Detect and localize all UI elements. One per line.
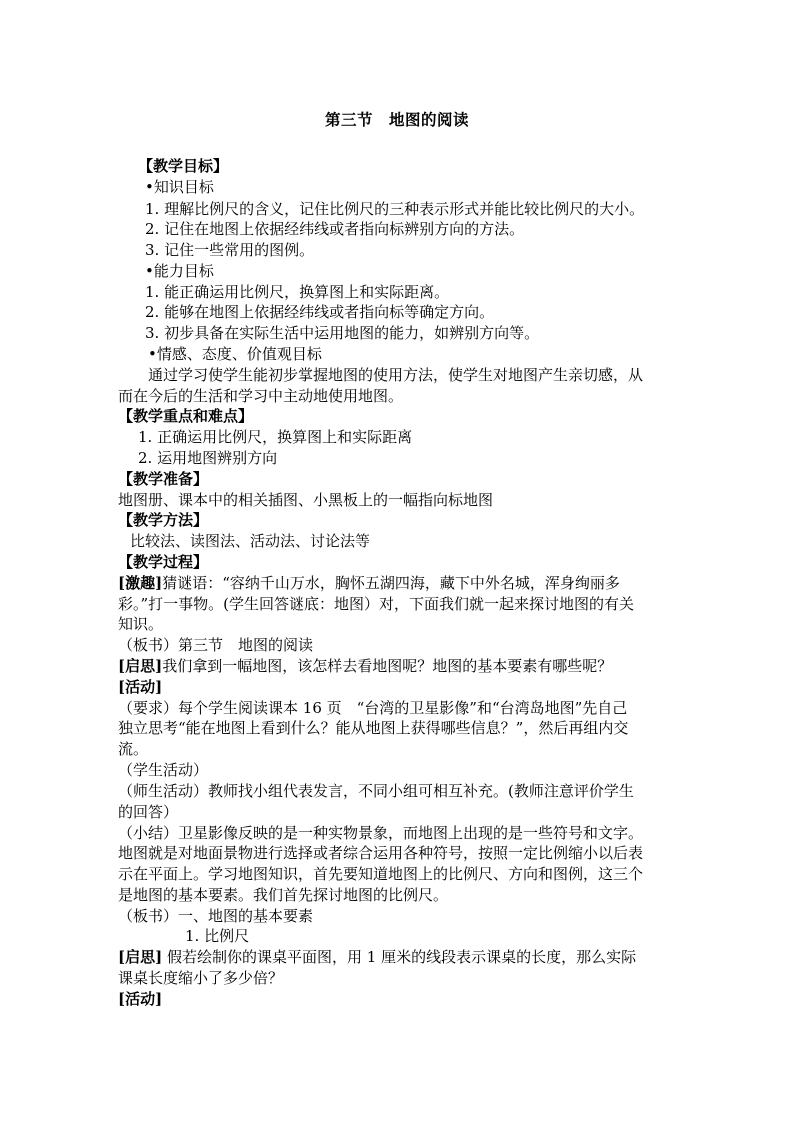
intro-tag: [激趣] — [118, 574, 163, 592]
activity-tag: [活动] — [118, 678, 163, 696]
require-line: 独立思考“能在地图上看到什么？能从地图上获得哪些信息？”，然后再组内交 — [118, 719, 629, 737]
board-note: （板书）第三节 地图的阅读 — [118, 636, 314, 654]
ability-item: 1. 能正确运用比例尺，换算图上和实际距离。 — [145, 283, 450, 301]
knowledge-item: 1. 理解比例尺的含义，记住比例尺的三种表示形式并能比较比例尺的大小。 — [145, 200, 645, 218]
key-point-item: 2. 运用地图辨别方向 — [138, 449, 278, 467]
key-points-heading: 【教学重点和难点】 — [118, 407, 254, 425]
board-subitem: 1. 比例尺 — [185, 927, 250, 945]
think-tag: [启思] — [118, 657, 163, 675]
intro-text: 猜谜语：“容纳千山万水，胸怀五湖四海，藏下中外名城，浑身绚丽多 — [162, 574, 620, 592]
intro-line — [118, 573, 620, 593]
summary-line: 地图就是对地面景物进行选择或者综合运用各种符号，按照一定比例缩小以后表 — [118, 844, 644, 862]
summary-line: （小结）卫星影像反映的是一种实物景象，而地图上出现的是一些符号和文字。 — [118, 824, 644, 842]
methods-heading: 【教学方法】 — [118, 511, 209, 529]
activity-tag: [活动] — [118, 990, 163, 1008]
summary-line: 示在平面上。学习地图知识，首先要知道地图上的比例尺、方向和图例，这三个 — [118, 865, 644, 883]
knowledge-title: •知识目标 — [145, 178, 214, 196]
think-line — [118, 656, 612, 676]
process-heading: 【教学过程】 — [118, 553, 209, 571]
summary-line: 是地图的基本要素。我们首先探讨地图的比例尺。 — [118, 886, 449, 904]
think-text: 我们拿到一幅地图，该怎样去看地图呢？地图的基本要素有哪些呢？ — [162, 657, 613, 675]
preparation-text: 地图册、课本中的相关插图、小黑板上的一幅指向标地图 — [118, 491, 494, 509]
objectives-heading: 【教学目标】 — [138, 157, 229, 175]
teacher-line: （师生活动）教师找小组代表发言，不同小组可相互补充。(教师注意评价学生 — [118, 782, 634, 800]
intro-line: 知识。 — [118, 615, 164, 633]
require-line: 流。 — [118, 740, 149, 758]
knowledge-item: 3. 记住一些常用的图例。 — [145, 241, 315, 259]
emotion-line: 而在今后的生活和学习中主动地使用地图。 — [118, 387, 404, 405]
think-line: 课桌长度缩小了多少倍？ — [118, 969, 284, 987]
ability-title: •能力目标 — [145, 262, 214, 280]
ability-item: 3. 初步具备在实际生活中运用地图的能力，如辨别方向等。 — [145, 324, 540, 342]
knowledge-item: 2. 记住在地图上依据经纬线或者指向标辨别方向的方法。 — [145, 220, 525, 238]
teacher-line: 的回答） — [118, 803, 179, 821]
page-title: 第三节 地图的阅读 — [324, 110, 469, 129]
intro-line: 彩。”打一事物。(学生回答谜底：地图）对，下面我们就一起来探讨地图的有关 — [118, 595, 635, 613]
emotion-line: 通过学习使学生能初步掌握地图的使用方法，使学生对地图产生亲切感，从 — [148, 366, 644, 384]
think-line — [118, 947, 636, 967]
think-text: 假若绘制你的课桌平面图，用 1 厘米的线段表示课桌的长度，那么实际 — [166, 948, 637, 966]
student-activity: （学生活动） — [118, 761, 209, 779]
think-tag: [启思] — [118, 948, 163, 966]
preparation-heading: 【教学准备】 — [118, 470, 209, 488]
require-line: （要求）每个学生阅读课本 16 页 “台湾的卫星影像”和“台湾岛地图”先自己 — [118, 699, 628, 717]
emotion-title: •情感、态度、价值观目标 — [148, 345, 322, 363]
ability-item: 2. 能够在地图上依据经纬线或者指向标等确定方向。 — [145, 303, 495, 321]
board-note: （板书）一、地图的基本要素 — [118, 907, 314, 925]
key-point-item: 1. 正确运用比例尺，换算图上和实际距离 — [138, 428, 413, 446]
methods-text: 比较法、读图法、活动法、讨论法等 — [130, 532, 371, 550]
